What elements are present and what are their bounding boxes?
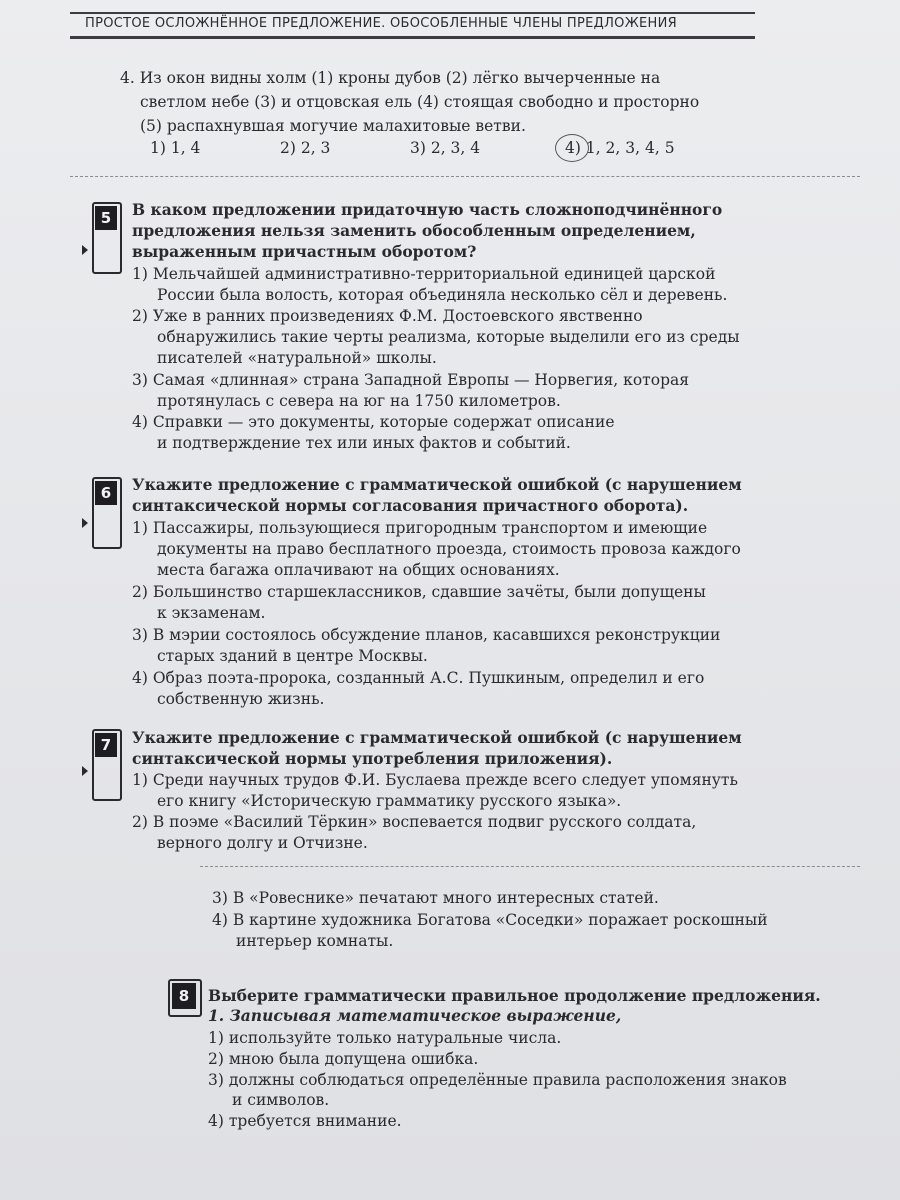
task6-option-1-line-3: места багажа оплачивают на общих основаниях. [157, 561, 560, 579]
task5-question-2: предложения нельзя заменить обособленным определением, [132, 221, 696, 240]
task8-stem: 1. Записывая математическое выражение, [208, 1006, 622, 1025]
task6-option-4-line-2: собственную жизнь. [157, 690, 325, 708]
header-rule-bottom [70, 36, 755, 39]
task7-option-3-line-1: 3) В «Ровеснике» печатают много интересных статей. [212, 889, 659, 907]
page-header: ПРОСТОЕ ОСЛОЖНЁННОЕ ПРЕДЛОЖЕНИЕ. ОБОСОБЛЕННЫЕ ЧЛЕНЫ ПРЕДЛОЖЕНИЯ [85, 16, 677, 31]
task7-arrow-icon [82, 766, 88, 776]
task5-option-1-line-1: 1) Мельчайшей административно-территориальной единицей царской [132, 265, 716, 283]
task6-option-2-line-1: 2) Большинство старшеклассников, сдавшие зачёты, были допущены [132, 583, 706, 601]
task7-question-2: синтаксической нормы употребления приложения). [132, 749, 613, 768]
task8-number-badge: 8 [172, 983, 196, 1009]
task6-question-1: Укажите предложение с грамматической ошибкой (с нарушением [132, 475, 742, 494]
task8-question: Выберите грамматически правильное продолжение предложения. [208, 986, 821, 1005]
task4-line-2: светлом небе (3) и отцовская ель (4) стоящая свободно и просторно [140, 93, 700, 111]
task5-question-1: В каком предложении придаточную часть сложноподчинённого [132, 200, 723, 219]
task7-answer-box[interactable] [92, 729, 122, 801]
task6-arrow-icon [82, 518, 88, 528]
header-rule-top [70, 12, 755, 14]
task4-line-1: 4. Из окон видны холм (1) кроны дубов (2) лёгко вычерченные на [120, 69, 661, 87]
task8-option-1: 1) используйте только натуральные числа. [208, 1029, 562, 1047]
task4-line-3: (5) распахнувшая могучие малахитовые ветви. [140, 117, 526, 135]
task4-option-3: 3) 2, 3, 4 [410, 139, 481, 157]
task7-question-1: Укажите предложение с грамматической ошибкой (с нарушением [132, 728, 742, 747]
task6-question-2: синтаксической нормы согласования причастного оборота). [132, 496, 689, 515]
task5-option-3-line-2: протянулась с севера на юг на 1750 километров. [157, 392, 561, 410]
page-break-divider [200, 866, 860, 867]
task7-option-2-line-1: 2) В поэме «Василий Тёркин» воспевается подвиг русского солдата, [132, 813, 697, 831]
task8-option-2: 2) мною была допущена ошибка. [208, 1050, 479, 1068]
task4-option-1: 1) 1, 4 [150, 139, 201, 157]
task8-option-4: 4) требуется внимание. [208, 1112, 402, 1130]
task5-option-3-line-1: 3) Самая «длинная» страна Западной Европы — Норвегия, которая [132, 371, 690, 389]
section-divider [70, 176, 860, 177]
task5-option-4-line-2: и подтверждение тех или иных фактов и событий. [157, 434, 571, 452]
task6-number-badge: 6 [95, 481, 117, 505]
task6-option-4-line-1: 4) Образ поэта-пророка, созданный А.С. Пушкиным, определил и его [132, 669, 705, 687]
task7-option-4-line-2: интерьер комнаты. [236, 932, 394, 950]
task6-option-1-line-2: документы на право бесплатного проезда, стоимость провоза каждого [157, 540, 741, 558]
task7-option-2-line-2: верного долгу и Отчизне. [157, 834, 368, 852]
task7-option-1-line-1: 1) Среди научных трудов Ф.И. Буслаева прежде всего следует упомянуть [132, 771, 738, 789]
task6-option-3-line-1: 3) В мэрии состоялось обсуждение планов, касавшихся реконструкции [132, 626, 721, 644]
task5-answer-box[interactable] [92, 202, 122, 274]
task7-option-4-line-1: 4) В картине художника Богатова «Соседки» поражает роскошный [212, 911, 768, 929]
task5-option-4-line-1: 4) Справки — это документы, которые содержат описание [132, 413, 615, 431]
task5-option-2-line-1: 2) Уже в ранних произведениях Ф.М. Достоевского явственно [132, 307, 643, 325]
task6-option-1-line-1: 1) Пассажиры, пользующиеся пригородным транспортом и имеющие [132, 519, 708, 537]
task5-option-1-line-2: России была волость, которая объединяла несколько сёл и деревень. [157, 286, 728, 304]
task6-option-3-line-2: старых зданий в центре Москвы. [157, 647, 428, 665]
task5-option-2-line-3: писателей «натуральной» школы. [157, 349, 437, 367]
task5-question-3: выраженным причастным оборотом? [132, 242, 477, 261]
task8-answer-box[interactable] [168, 979, 202, 1017]
task6-option-2-line-2: к экзаменам. [157, 604, 266, 622]
task4-option-2: 2) 2, 3 [280, 139, 331, 157]
task6-answer-box[interactable] [92, 477, 122, 549]
task8-option-3-line-2: и символов. [232, 1091, 330, 1109]
task5-number-badge: 5 [95, 206, 117, 230]
task8-option-3-line-1: 3) должны соблюдаться определённые правила расположения знаков [208, 1071, 787, 1089]
task5-arrow-icon [82, 245, 88, 255]
task7-number-badge: 7 [95, 733, 117, 757]
task5-option-2-line-2: обнаружились такие черты реализма, которые выделили его из среды [157, 328, 740, 346]
task4-option-4: 4) 1, 2, 3, 4, 5 [565, 139, 675, 157]
task7-option-1-line-2: его книгу «Историческую грамматику русского языка». [157, 792, 622, 810]
